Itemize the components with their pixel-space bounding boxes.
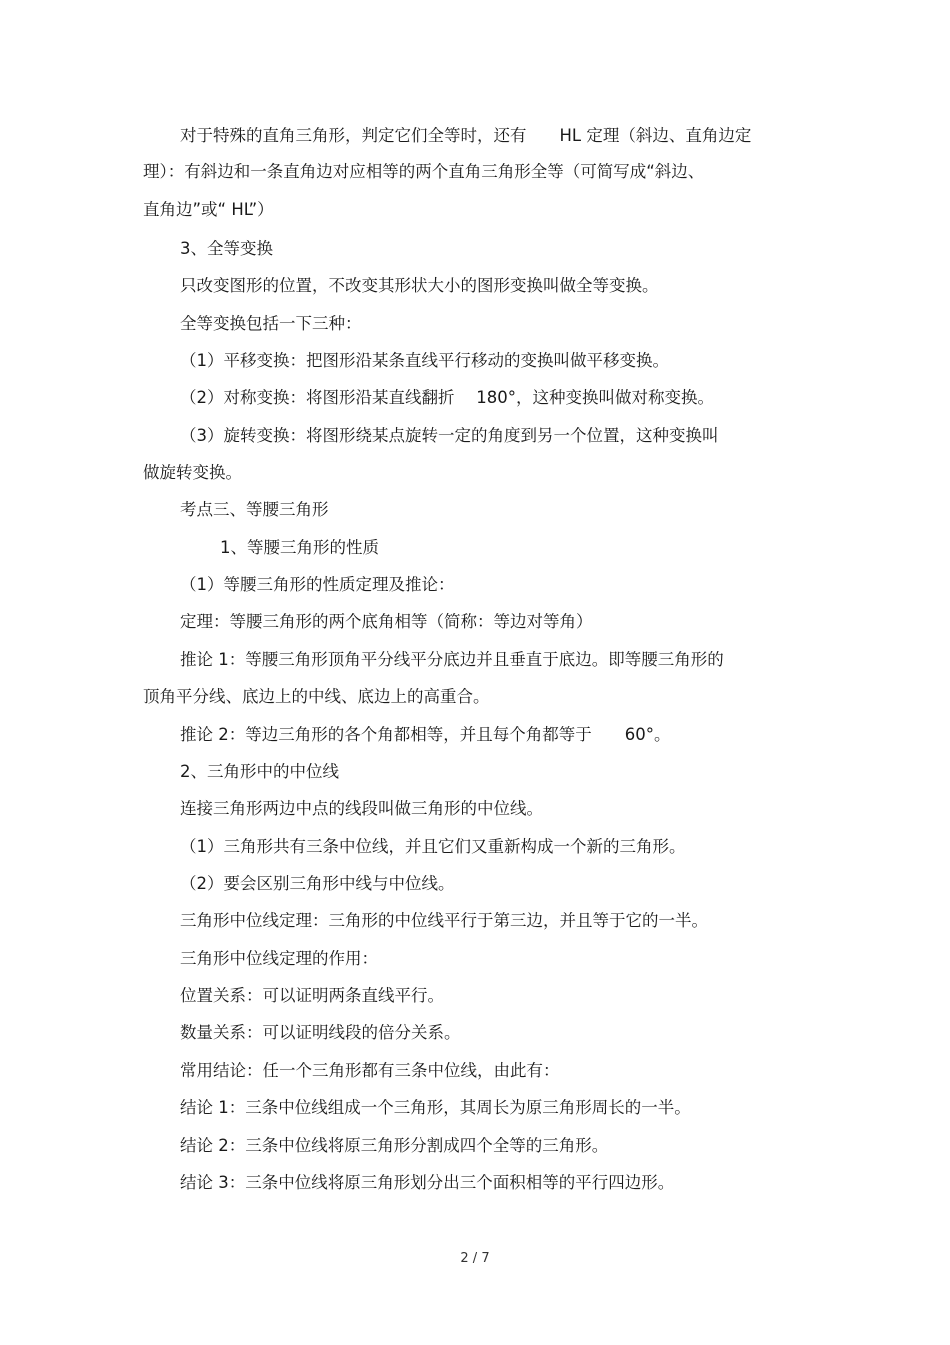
transform-rotation-line-2: 做旋转变换。: [143, 463, 242, 482]
transform-types-intro: 全等变换包括一下三种：: [180, 314, 362, 333]
midline-theorem: 三角形中位线定理：三角形的中位线平行于第三边，并且等于它的一半。: [180, 911, 708, 930]
conclusion-2: 结论 2：三条中位线将原三角形分割成四个全等的三角形。: [180, 1136, 609, 1155]
transform-rotation-line-1: （3）旋转变换：将图形绕某点旋转一定的角度到另一个位置，这种变换叫: [180, 426, 719, 445]
corollary-1-line-1: 推论 1：等腰三角形顶角平分线平分底边并且垂直于底边。即等腰三角形的: [180, 650, 724, 669]
transform-definition: 只改变图形的位置，不改变其形状大小的图形变换叫做全等变换。: [180, 276, 659, 295]
quantity-relation: 数量关系：可以证明线段的倍分关系。: [180, 1023, 461, 1042]
heading-isosceles-properties: 1、等腰三角形的性质: [220, 538, 379, 557]
page-number: 2 / 7: [460, 1251, 490, 1266]
conclusion-3: 结论 3：三条中位线将原三角形划分出三个面积相等的平行四边形。: [180, 1173, 675, 1192]
corollary-1-line-2: 顶角平分线、底边上的中线、底边上的高重合。: [143, 687, 490, 706]
position-relation: 位置关系：可以证明两条直线平行。: [180, 986, 444, 1005]
midline-theorem-uses: 三角形中位线定理的作用：: [180, 949, 378, 968]
midline-definition: 连接三角形两边中点的线段叫做三角形的中位线。: [180, 799, 543, 818]
paragraph-hl-line-2: 理）：有斜边和一条直角边对应相等的两个直角三角形全等（可简写成“斜边、: [143, 162, 705, 181]
isosceles-theorem-intro: （1）等腰三角形的性质定理及推论：: [180, 575, 455, 594]
transform-reflection: （2）对称变换：将图形沿某直线翻折 180°，这种变换叫做对称变换。: [180, 388, 714, 407]
heading-isosceles-triangle: 考点三、等腰三角形: [180, 500, 329, 519]
midline-point-2: （2）要会区别三角形中线与中位线。: [180, 874, 455, 893]
heading-congruent-transform: 3、全等变换: [180, 239, 273, 258]
isosceles-theorem: 定理：等腰三角形的两个底角相等（简称：等边对等角）: [180, 612, 593, 631]
paragraph-hl-line-3: 直角边”或“ HL”）: [143, 200, 274, 219]
common-conclusions: 常用结论：任一个三角形都有三条中位线，由此有：: [180, 1061, 560, 1080]
corollary-2: 推论 2：等边三角形的各个角都相等，并且每个角都等于 60°。: [180, 725, 671, 744]
transform-translation: （1）平移变换：把图形沿某条直线平行移动的变换叫做平移变换。: [180, 351, 669, 370]
heading-midline: 2、三角形中的中位线: [180, 762, 339, 781]
paragraph-hl-line-1: 对于特殊的直角三角形，判定它们全等时，还有 HL 定理（斜边、直角边定: [180, 126, 752, 145]
conclusion-1: 结论 1：三条中位线组成一个三角形，其周长为原三角形周长的一半。: [180, 1098, 691, 1117]
midline-point-1: （1）三角形共有三条中位线，并且它们又重新构成一个新的三角形。: [180, 837, 686, 856]
